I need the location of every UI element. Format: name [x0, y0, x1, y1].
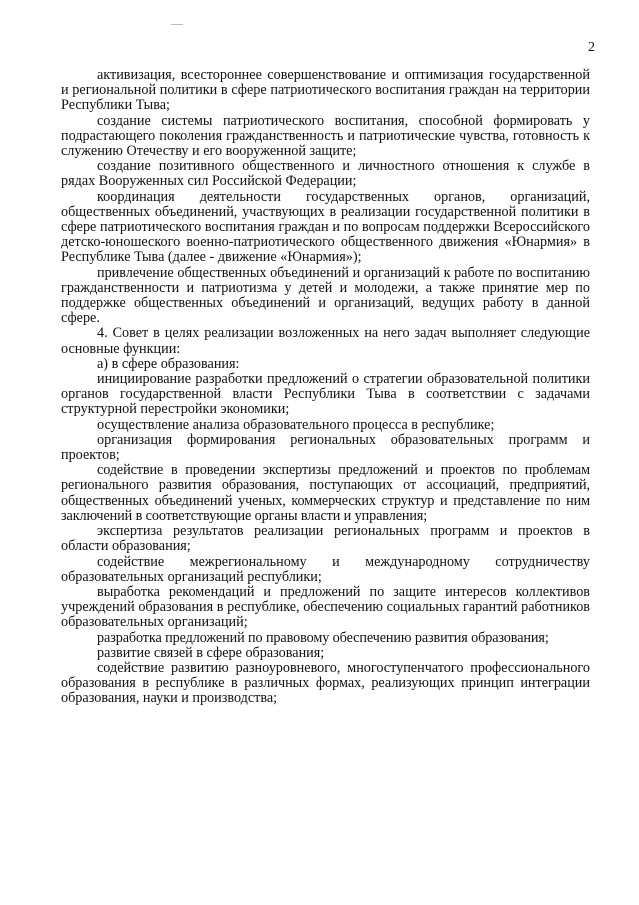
paragraph: содействие развитию разноуровневого, многоступенчатого профессионального образования в республике в различных формах, реализующих принцип интеграции образования, науки и производства;	[61, 659, 590, 707]
paragraph: развитие связей в сфере образования;	[97, 644, 325, 661]
paragraph: содействие в проведении экспертизы предложений и проектов по проблемам регионального развития образования, поступающих от ассоциаций, предприятий, общественных объединений ученых, коммерческих структур и представление по ним заключений в соответствующие органы власти и управления;	[61, 462, 590, 524]
paragraph: активизация, всестороннее совершенствование и оптимизация государственной и региональной политики в сфере патриотического воспитания граждан на территории Республики Тыва;	[61, 67, 590, 114]
paragraph: содействие межрегиональному и международному сотрудничеству образовательных организаций республики;	[61, 553, 590, 585]
paragraph: осуществление анализа образовательного процесса в республике;	[97, 416, 495, 433]
scan-artifact	[171, 24, 183, 25]
paragraph: экспертиза результатов реализации региональных программ и проектов в области образования;	[61, 523, 590, 555]
paragraph: координация деятельности государственных органов, организаций, общественных объединений, участвующих в реализации государственной политики в сфере патриотического воспитания граждан и по вопросам поддержки Всероссийского детско-юношеского военно-патриотического общественного движения «Юнармия» в Республике Тыва (далее - движение «Юнармия»);	[61, 188, 590, 266]
paragraph: создание системы патриотического воспитания, способной формировать у подрастающего поколения гражданственность и патриотические чувства, готовность к служению Отечеству и его вооруженной защите;	[61, 112, 590, 160]
paragraph: создание позитивного общественного и личностного отношения к службе в рядах Вооруженных сил Российской Федерации;	[61, 158, 590, 190]
paragraph: выработка рекомендаций и предложений по защите интересов коллективов учреждений образования в республике, обеспечению социальных гарантий работников образовательных организаций;	[61, 583, 590, 631]
paragraph: привлечение общественных объединений и организаций к работе по воспитанию гражданственности и патриотизма у детей и молодежи, а также принятие мер по поддержке общественных объединений и организаций, ведущих работу в данной сфере.	[61, 264, 590, 327]
page-number: 2	[588, 40, 595, 55]
paragraph: 4. Совет в целях реализации возложенных на него задач выполняет следующие основные функции:	[61, 325, 590, 357]
paragraph: разработка предложений по правовому обеспечению развития образования;	[97, 629, 549, 646]
document-body	[61, 68, 590, 707]
subsection-heading: а) в сфере образования:	[97, 355, 240, 372]
paragraph: организация формирования региональных образовательных программ и проектов;	[61, 431, 590, 464]
paragraph: инициирование разработки предложений о стратегии образовательной политики органов государственной власти Республики Тыва в соответствии с задачами структурной перестройки экономики;	[61, 371, 590, 418]
